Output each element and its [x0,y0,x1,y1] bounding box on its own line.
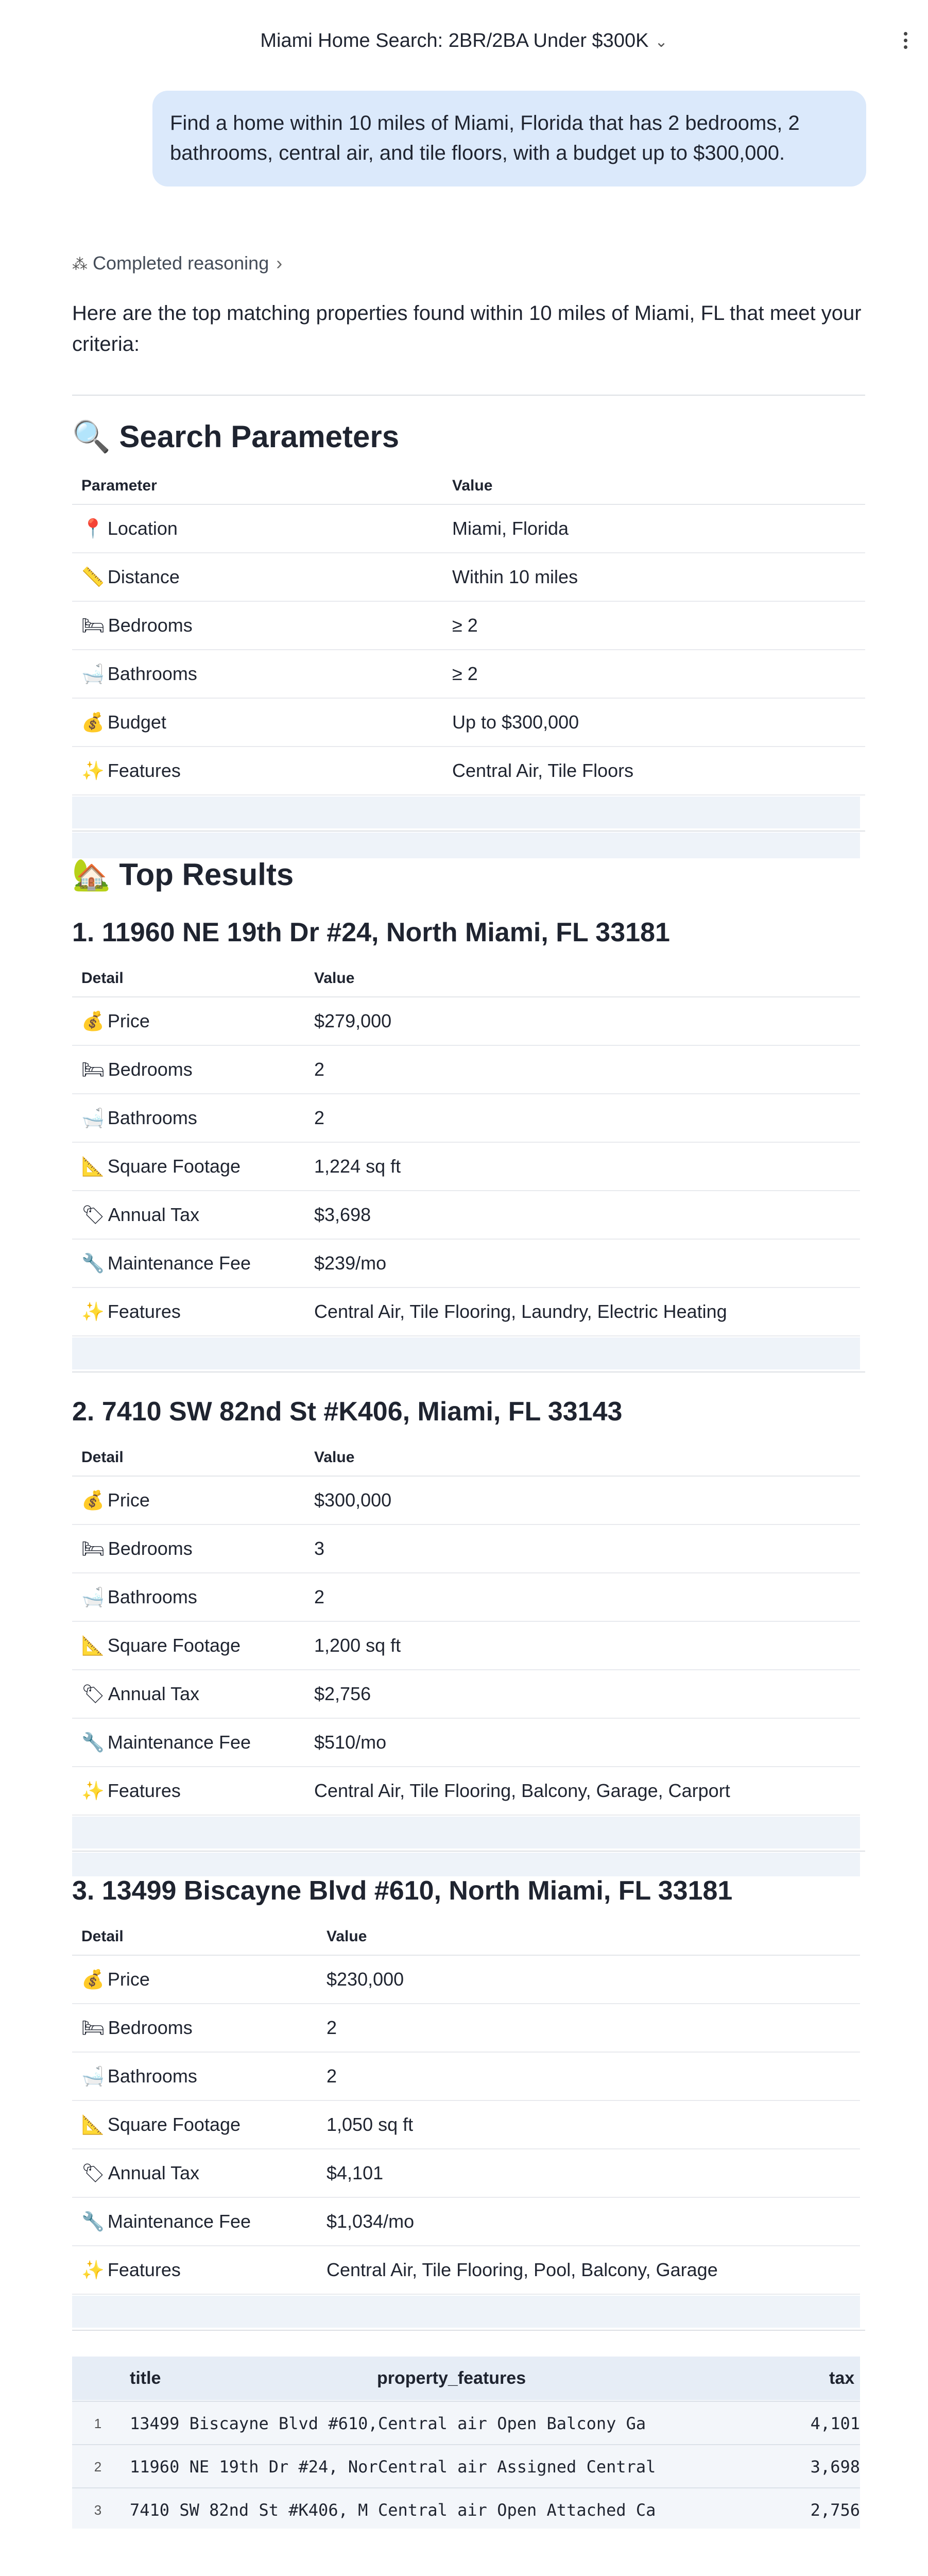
tag-icon: 🏷 [81,2162,105,2183]
completed-reasoning-toggle[interactable] [72,252,282,274]
sparkles-icon: ✨ [81,1780,105,1801]
detail-value: $279,000 [305,997,860,1045]
conversation-title: Miami Home Search: 2BR/2BA Under $300K [260,30,649,52]
table-row [72,504,865,553]
property-title: 2. 7410 SW 82nd St #K406, Miami, FL 33143 [72,1397,623,1427]
row-number: 3 [94,2502,102,2518]
column-header: Detail [72,1919,317,1955]
detail-value: Central Air, Tile Flooring, Laundry, Electric Heating [305,1287,860,1336]
table-header-row [72,960,860,997]
cell-title: 7410 SW 82nd St #K406, M [130,2500,368,2520]
detail-value: 2 [305,1573,860,1621]
detail-label: Features [107,2259,181,2280]
detail-label: Bedrooms [108,1538,193,1559]
wrench-icon: 🔧 [81,1732,105,1753]
divider [72,1371,865,1372]
detail-label: Annual Tax [108,1204,200,1225]
param-label: Bathrooms [107,663,197,684]
param-label: Features [107,760,181,781]
house-icon: 🏡 [72,857,111,892]
detail-label: Bathrooms [107,1586,197,1607]
detail-value: $239/mo [305,1239,860,1287]
table-row [72,698,865,747]
table-row [72,1670,860,1718]
divider [72,395,865,396]
detail-value: 1,224 sq ft [305,1142,860,1191]
table-row [72,601,865,650]
table-header-row [72,468,865,504]
cell-features: Central air Assigned Central [378,2457,656,2477]
param-label: Bedrooms [108,615,193,636]
table-row [72,2004,860,2052]
bed-icon: 🛏 [81,2017,105,2038]
table-row [72,650,865,698]
table-row [72,997,860,1045]
param-label: Location [107,518,178,539]
cell-tax: 3,698 [810,2457,860,2477]
table-header-row [72,1439,860,1476]
table-row [72,1955,860,2004]
row-number: 1 [94,2416,102,2431]
more-vertical-icon[interactable] [902,32,908,52]
column-header: Value [317,1919,860,1955]
column-header: Value [443,468,865,504]
detail-value: Central Air, Tile Flooring, Balcony, Garage, Carport [305,1767,860,1815]
column-header-tax[interactable]: tax [829,2368,855,2388]
cell-title: 11960 NE 19th Dr #24, Nor [130,2457,378,2477]
property-title: 1. 11960 NE 19th Dr #24, North Miami, FL 33181 [72,918,670,947]
param-label: Budget [107,711,166,733]
divider [72,831,865,832]
table-header-row [72,1919,860,1955]
detail-label: Annual Tax [108,1683,200,1704]
detail-value: $1,034/mo [317,2197,860,2246]
panel-header-row [72,2357,860,2400]
table-row [72,1287,860,1336]
detail-label: Maintenance Fee [107,2211,251,2232]
response-intro: Here are the top matching properties found within 10 miles of Miami, FL that meet your criteria: [72,302,862,355]
column-header-title[interactable]: title [130,2368,161,2388]
table-row [72,553,865,601]
tag-icon: 🏷 [81,1204,105,1225]
money-bag-icon: 💰 [81,1010,105,1031]
chevron-right-icon: › [276,252,283,274]
sparkles-icon: ✨ [81,1301,105,1322]
cell-title: 13499 Biscayne Blvd #610, [130,2414,378,2433]
sparkles-icon: ✨ [81,2259,105,2280]
money-bag-icon: 💰 [81,711,105,733]
detail-label: Maintenance Fee [107,1732,251,1753]
pin-icon: 📍 [81,518,105,539]
table-row [72,1142,860,1191]
param-value: Within 10 miles [443,553,865,601]
detail-label: Features [107,1301,181,1322]
table-footer-band [72,1337,860,1369]
column-header: Value [305,1439,860,1476]
bed-icon: 🛏 [81,1059,105,1080]
column-header: Parameter [72,468,443,504]
detail-value: $300,000 [305,1476,860,1524]
top-results-heading [72,856,294,893]
detail-value: $3,698 [305,1191,860,1239]
table-row [72,1524,860,1573]
cell-tax: 4,101 [810,2414,860,2433]
panel-row[interactable] [72,2487,860,2532]
reasoning-label: Completed reasoning [93,252,269,274]
table-footer-band [72,1817,860,1849]
row-number: 2 [94,2459,102,2475]
table-row [72,1045,860,1094]
panel-row[interactable] [72,2401,860,2445]
table-row [72,1094,860,1142]
chevron-down-icon: ⌄ [655,33,668,50]
section-band [72,1853,860,1876]
magnifier-icon: 🔍 [72,419,111,454]
detail-label: Price [107,1010,150,1031]
table-row [72,2052,860,2100]
detail-value: $510/mo [305,1718,860,1767]
detail-label: Bedrooms [108,1059,193,1080]
user-message: Find a home within 10 miles of Miami, Florida that has 2 bedrooms, 2 bathrooms, central air, and tile floors, with a budget up to $300,000. [152,91,866,187]
detail-value: $2,756 [305,1670,860,1718]
divider [72,1851,865,1852]
triangle-ruler-icon: 📐 [81,2114,105,2135]
cell-features: Central air Open Balcony Ga [378,2414,646,2433]
detail-label: Price [107,1969,150,1990]
property-table [72,960,860,1336]
divider [72,2330,865,2331]
sparkles-icon: ✨ [81,760,105,781]
table-row [72,1239,860,1287]
top-bar [0,0,928,88]
table-row [72,2100,860,2149]
table-row [72,2197,860,2246]
cell-features: Central air Open Attached Ca [378,2500,656,2520]
param-value: Miami, Florida [443,504,865,553]
detail-value: 2 [317,2052,860,2100]
heading-text: Top Results [119,857,294,892]
detail-value: 1,200 sq ft [305,1621,860,1670]
heading-text: Search Parameters [119,419,400,454]
bathtub-icon: 🛁 [81,1586,105,1607]
detail-label: Annual Tax [108,2162,200,2183]
conversation-title-dropdown[interactable] [0,30,928,52]
table-row [72,2149,860,2197]
bed-icon: 🛏 [81,615,105,636]
detail-value: 2 [305,1094,860,1142]
detail-value: 2 [317,2004,860,2052]
table-row [72,1767,860,1815]
column-header: Detail [72,1439,305,1476]
wrench-icon: 🔧 [81,2211,105,2232]
detail-label: Bathrooms [107,1107,197,1128]
column-header: Value [305,960,860,997]
table-footer-band [72,796,860,828]
detail-value: $4,101 [317,2149,860,2197]
param-value: ≥ 2 [443,601,865,650]
section-band [72,833,860,858]
table-row [72,747,865,795]
sparkle-icon: ⁂ [72,256,88,273]
param-label: Distance [107,566,180,587]
bathtub-icon: 🛁 [81,663,105,684]
column-header-property-features[interactable]: property_features [377,2368,526,2388]
triangle-ruler-icon: 📐 [81,1635,105,1656]
detail-value: 3 [305,1524,860,1573]
detail-label: Square Footage [107,1156,241,1177]
detail-label: Bathrooms [107,2065,197,2087]
detail-value: Central Air, Tile Flooring, Pool, Balcony, Garage [317,2246,860,2294]
detail-value: $230,000 [317,1955,860,2004]
detail-value: 2 [305,1045,860,1094]
bathtub-icon: 🛁 [81,1107,105,1128]
detail-label: Price [107,1489,150,1511]
property-table [72,1919,860,2295]
table-row [72,1718,860,1767]
property-table [72,1439,860,1816]
table-row [72,1476,860,1524]
table-row [72,1191,860,1239]
detail-label: Square Footage [107,1635,241,1656]
search-parameters-table [72,468,865,795]
detail-label: Maintenance Fee [107,1252,251,1274]
ruler-icon: 📏 [81,566,105,587]
column-header: Detail [72,960,305,997]
table-row [72,1573,860,1621]
money-bag-icon: 💰 [81,1969,105,1990]
param-value: Central Air, Tile Floors [443,747,865,795]
detail-label: Bedrooms [108,2017,193,2038]
money-bag-icon: 💰 [81,1489,105,1511]
triangle-ruler-icon: 📐 [81,1156,105,1177]
detail-value: 1,050 sq ft [317,2100,860,2149]
table-row [72,1621,860,1670]
cell-tax: 2,756 [810,2500,860,2520]
table-footer-band [72,2296,860,2328]
detail-label: Square Footage [107,2114,241,2135]
bed-icon: 🛏 [81,1538,105,1559]
query-results-panel [72,2357,860,2529]
param-value: ≥ 2 [443,650,865,698]
tag-icon: 🏷 [81,1683,105,1704]
property-title: 3. 13499 Biscayne Blvd #610, North Miami, FL 33181 [72,1876,733,1906]
search-parameters-heading [72,418,399,455]
param-value: Up to $300,000 [443,698,865,747]
detail-label: Features [107,1780,181,1801]
table-row [72,2246,860,2294]
bathtub-icon: 🛁 [81,2065,105,2087]
wrench-icon: 🔧 [81,1252,105,1274]
panel-row[interactable] [72,2444,860,2488]
